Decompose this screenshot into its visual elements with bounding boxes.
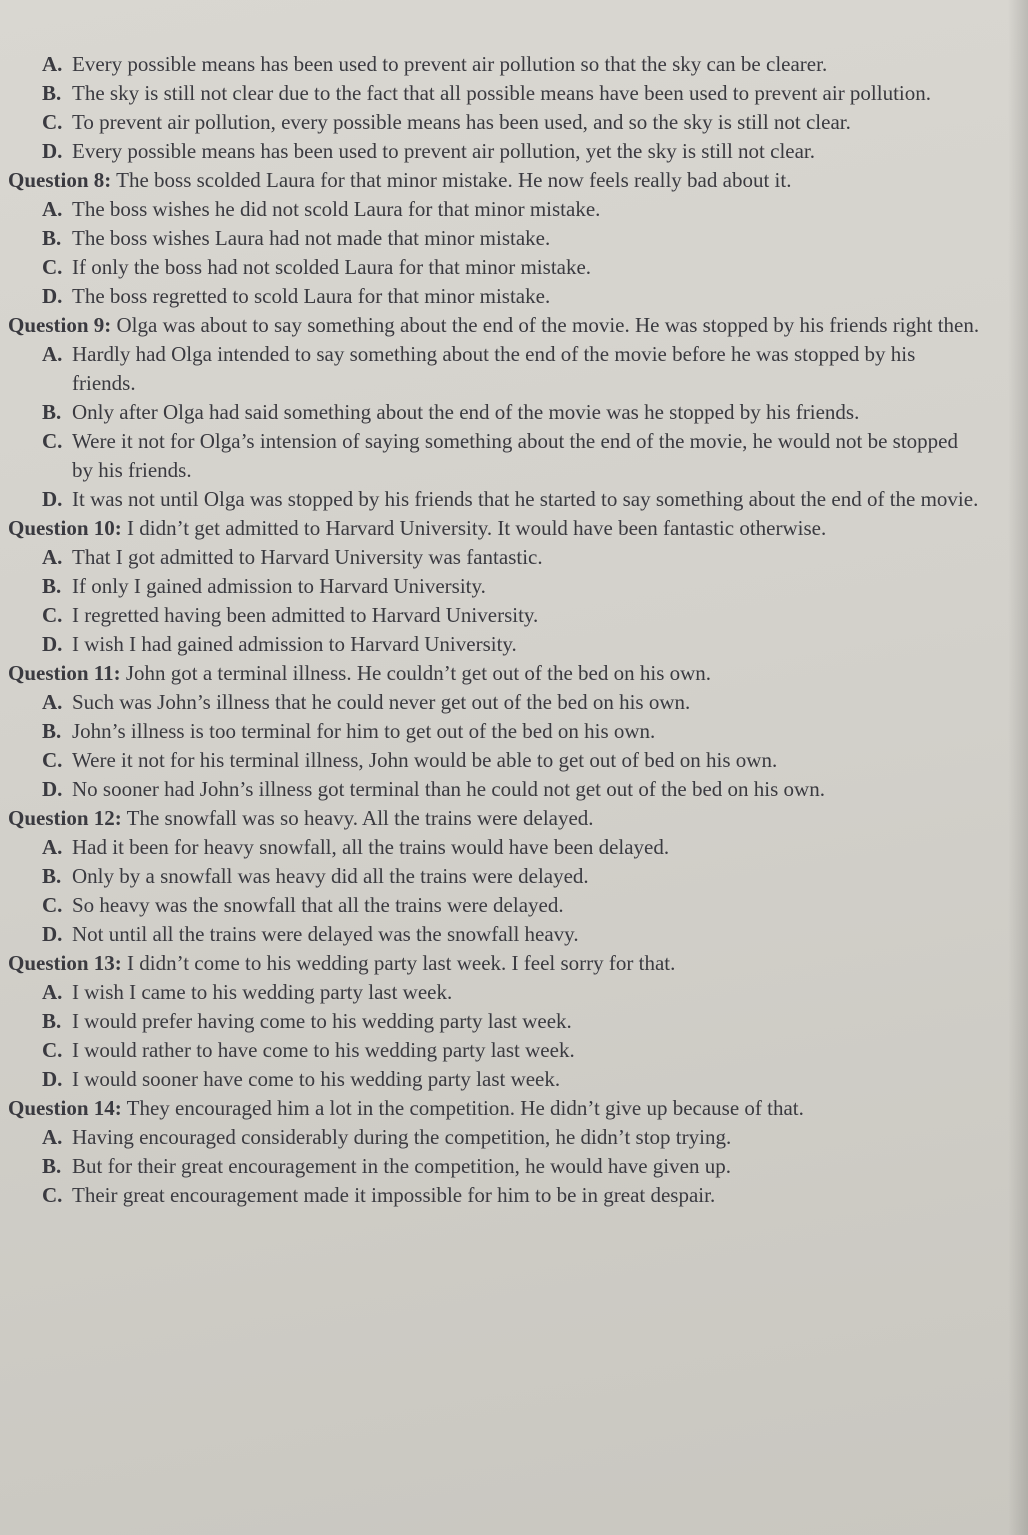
option-d: D. It was not until Olga was stopped by his friends that he started to say something about the end of the movie.: [42, 487, 979, 511]
option-c: C. Were it not for his terminal illness, John would be able to get out of bed on his own.: [42, 748, 778, 772]
option-c: C. Their great encouragement made it impossible for him to be in great despair.: [42, 1183, 716, 1207]
option-c: C. I regretted having been admitted to Harvard University.: [42, 603, 539, 627]
question-8: [8, 166, 983, 311]
question-11: [8, 659, 983, 804]
question-stem: Question 12: The snowfall was so heavy. All the trains were delayed.: [8, 806, 594, 830]
question-stem: Question 10: I didn’t get admitted to Harvard University. It would have been fantastic otherwise.: [8, 516, 827, 540]
question-stem: Question 9: Olga was about to say something about the end of the movie. He was stopped by his friends right then.: [8, 313, 980, 337]
question-12: [8, 804, 983, 949]
question-9: [8, 311, 983, 514]
option-b: B. If only I gained admission to Harvard University.: [42, 574, 486, 598]
option-c: C. I would rather to have come to his wedding party last week.: [42, 1038, 575, 1062]
option-a: A. Had it been for heavy snowfall, all the trains would have been delayed.: [42, 835, 670, 859]
option-d: D. The boss regretted to scold Laura for that minor mistake.: [42, 284, 551, 308]
option-c: C. If only the boss had not scolded Laura for that minor mistake.: [42, 255, 592, 279]
option-d: D. I wish I had gained admission to Harvard University.: [42, 632, 517, 656]
option-b: B. But for their great encouragement in the competition, he would have given up.: [42, 1154, 731, 1178]
question-label: Question 11:: [8, 661, 121, 685]
question-label: Question 13:: [8, 951, 122, 975]
question-13: [8, 949, 983, 1094]
option-a: A. Having encouraged considerably during the competition, he didn’t stop trying.: [42, 1125, 732, 1149]
option-a: A. The boss wishes he did not scold Laura for that minor mistake.: [42, 197, 601, 221]
option-a: A. That I got admitted to Harvard University was fantastic.: [42, 545, 543, 569]
option-b: B. I would prefer having come to his wedding party last week.: [42, 1009, 572, 1033]
option-b: B. John’s illness is too terminal for him to get out of the bed on his own.: [42, 719, 656, 743]
option-b: B. The boss wishes Laura had not made that minor mistake.: [42, 226, 551, 250]
question-14: [8, 1094, 983, 1210]
option-c: C. To prevent air pollution, every possible means has been used, and so the sky is still not clear.: [42, 110, 851, 134]
option-a: A. I wish I came to his wedding party last week.: [42, 980, 453, 1004]
question-label: Question 10:: [8, 516, 122, 540]
question-label: Question 12:: [8, 806, 122, 830]
question-stem: Question 11: John got a terminal illness. He couldn’t get out of the bed on his own.: [8, 661, 712, 685]
option-d: D. Not until all the trains were delayed was the snowfall heavy.: [42, 922, 579, 946]
question-label: Question 9:: [8, 313, 112, 337]
page-edge-shadow: [1008, 0, 1028, 1535]
option-d: D. No sooner had John’s illness got terminal than he could not get out of the bed on his own.: [42, 777, 825, 801]
option-d: D. Every possible means has been used to prevent air pollution, yet the sky is still not clear.: [42, 139, 816, 163]
question-stem: Question 13: I didn’t come to his wedding party last week. I feel sorry for that.: [8, 951, 676, 975]
option-b: B. Only by a snowfall was heavy did all the trains were delayed.: [42, 864, 589, 888]
option-b: B. Only after Olga had said something about the end of the movie was he stopped by his friends.: [42, 400, 860, 424]
question-stem: Question 14: They encouraged him a lot in the competition. He didn’t give up because of that.: [8, 1096, 804, 1120]
option-a: A. Such was John’s illness that he could never get out of the bed on his own.: [42, 690, 691, 714]
question-10: [8, 514, 983, 659]
question-7-continuation: [8, 50, 983, 166]
option-a: A. Hardly had Olga intended to say something about the end of the movie before he was stopped by his friends.: [42, 342, 916, 395]
option-c: C. So heavy was the snowfall that all the trains were delayed.: [42, 893, 564, 917]
question-list: [8, 50, 983, 1210]
option-d: D. I would sooner have come to his wedding party last week.: [42, 1067, 561, 1091]
option-a: A. Every possible means has been used to prevent air pollution so that the sky can be clearer.: [42, 52, 828, 76]
question-stem: Question 8: The boss scolded Laura for that minor mistake. He now feels really bad about it.: [8, 168, 792, 192]
option-c: C. Were it not for Olga’s intension of saying something about the end of the movie, he would not be stopped by his friends.: [42, 429, 958, 482]
question-label: Question 8:: [8, 168, 112, 192]
option-b: B. The sky is still not clear due to the fact that all possible means have been used to prevent air pollution.: [42, 81, 932, 105]
question-label: Question 14:: [8, 1096, 122, 1120]
